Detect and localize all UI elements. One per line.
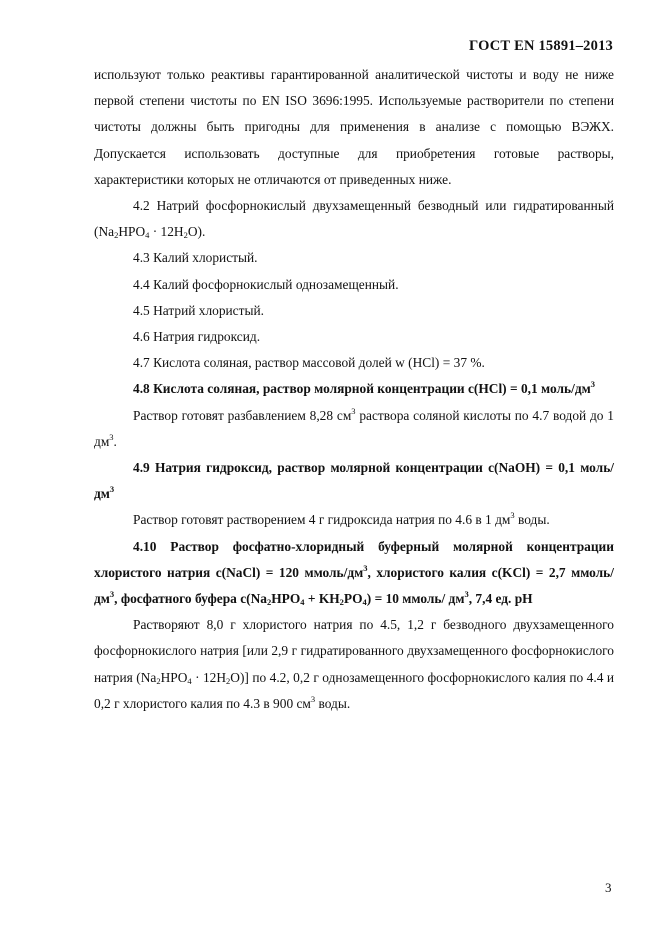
- document-code-header: ГОСТ EN 15891–2013: [469, 38, 613, 54]
- page-number: 3: [605, 880, 612, 895]
- item-4-7: 4.7 Кислота соляная, раствор массовой долей w (HCl) = 37 %.: [133, 355, 485, 371]
- item-4-5: 4.5 Натрий хлористый.: [133, 302, 264, 318]
- item-4-10-text: Растворяют 8,0 г хлористого натрия по 4.5, 1,2 г безводного двухзамещенного фосфорнокислого натрия [или 2,9 г гидратированного двухзамещенного фосфорнокислого натрия $(Na_2HPO_4 \cdot 12H_2O)$] по 4.2, 0,2 г однозамещенного фосфорнокислого калия по 4.4 и 0,2 г хлористого калия по 4.3 в 900 $см^3$ воды.: [94, 617, 614, 711]
- intro-paragraph: используют только реактивы гарантированной аналитической чистоты и воду не ниже первой степени чистоты по EN ISO 3696:1995. Используемые растворители по степени чистоты должны быть пригодны для применения в анализе с помощью ВЭЖХ. Допускается использовать доступные для приобретения готовые растворы, характеристики которых не отличаются от приведенных ниже.: [94, 67, 614, 187]
- item-4-2: 4.2 Натрий фосфорнокислый двухзамещенный безводный или гидратированный $(Na_2HPO_4 \cdot 12H_2O)$.: [94, 198, 614, 241]
- item-4-9-heading: 4.9 Натрия гидроксид, раствор молярной концентрации c(NaOH) = 0,1 моль/$дм^3$: [94, 460, 614, 502]
- item-4-3: 4.3 Калий хлористый.: [133, 250, 258, 266]
- item-4-6: 4.6 Натрия гидроксид.: [133, 329, 261, 345]
- item-4-9-text: Раствор готовят растворением 4 г гидроксида натрия по 4.6 в 1 $дм^3$ воды.: [133, 510, 550, 528]
- item-4-8-heading: 4.8 Кислота соляная, раствор молярной концентрации c(HCl) = 0,1 моль/$дм^3$: [133, 379, 595, 397]
- item-4-8-text: Раствор готовят разбавлением 8,28 $см^3$ раствора соляной кислоты по 4.7 водой до 1 $дм^3$.: [94, 405, 614, 449]
- document-body: [94, 62, 614, 717]
- item-4-4: 4.4 Калий фосфорнокислый однозамещенный.: [133, 276, 399, 292]
- item-4-10-heading: 4.10 Раствор фосфатно-хлоридный буферный молярной концентрации хлористого натрия c(NaCl) = 120 ммоль/$дм^3$, хлористого калия c(KCl) = 2,7 ммоль/$дм^3$, фосфатного буфера $c(Na_2HPO_4 + KH_2PO_4) = 10$ ммоль/ $дм^3$, 7,4 ед. pH: [94, 538, 614, 608]
